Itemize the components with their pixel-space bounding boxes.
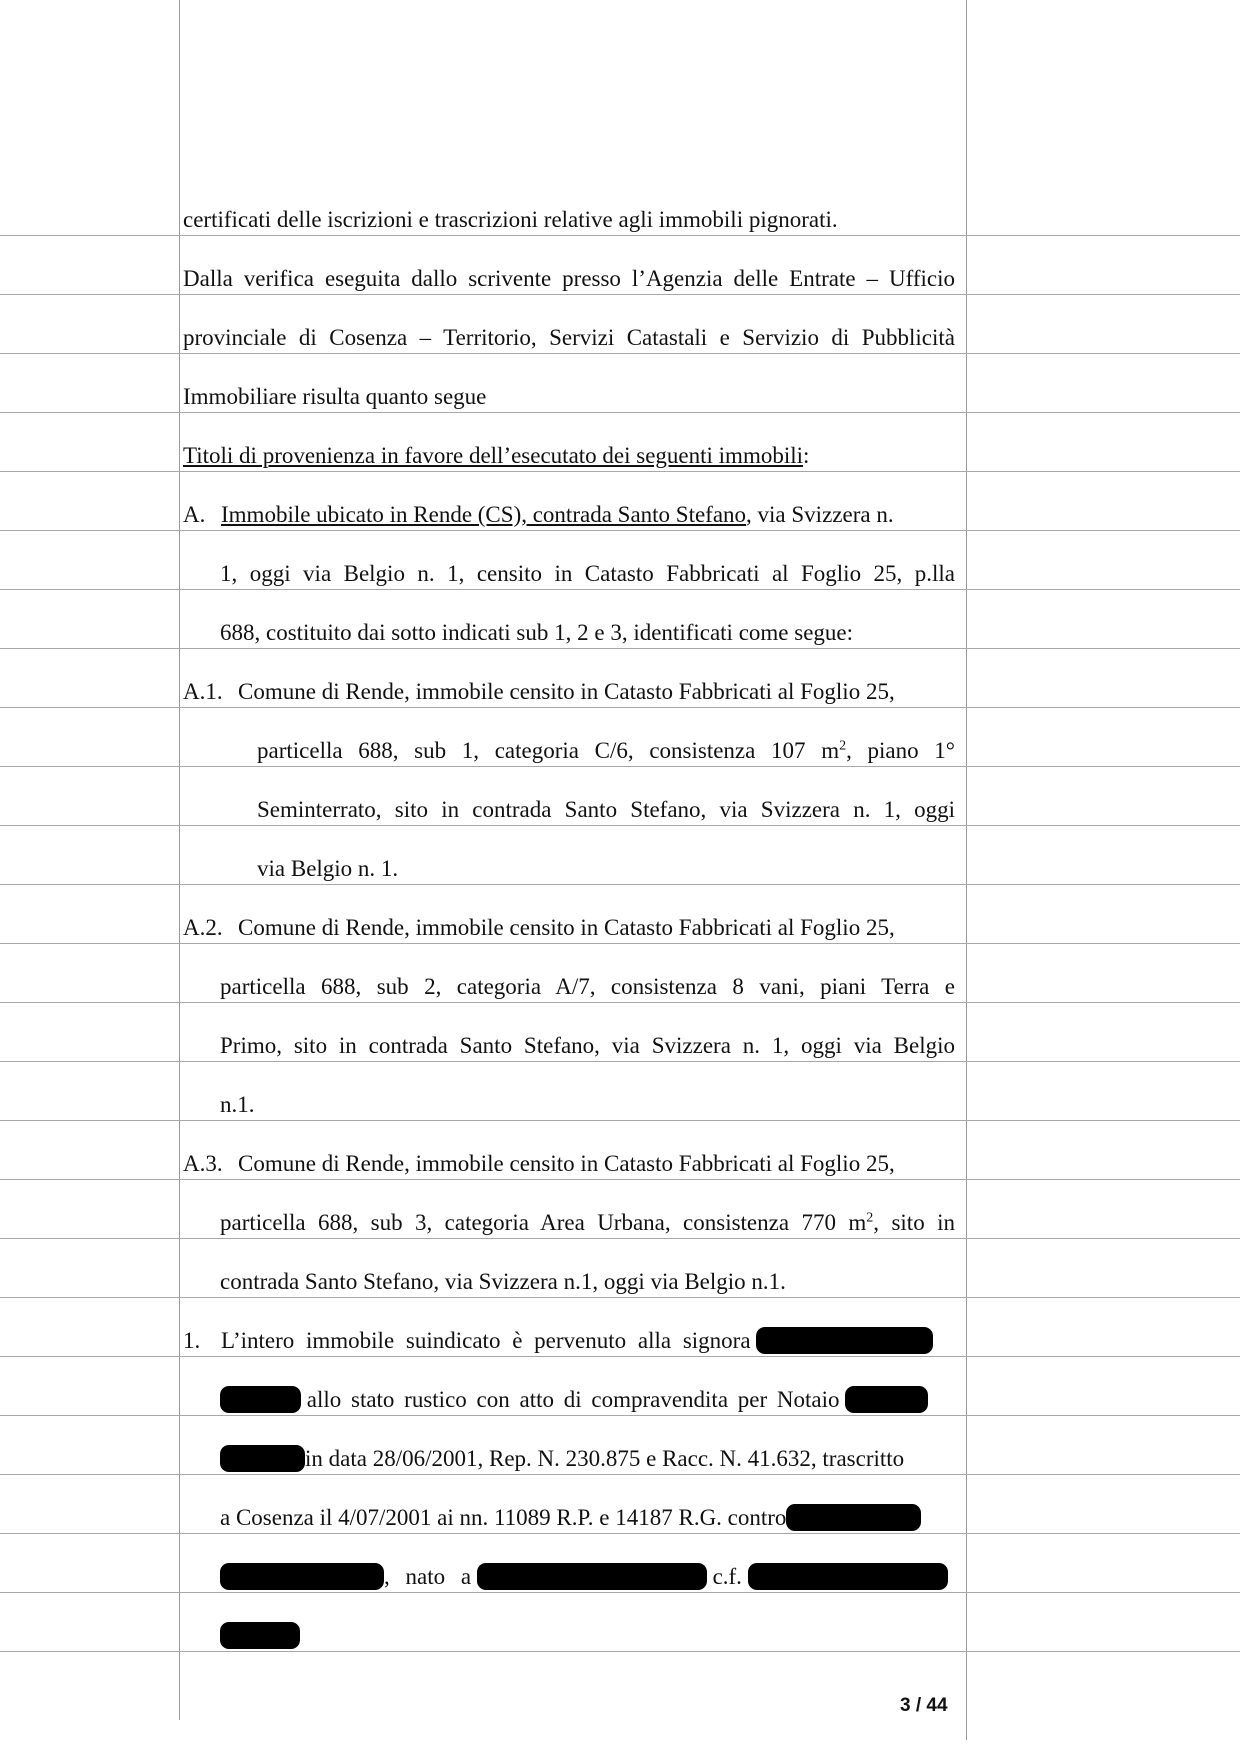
redaction-bar [220, 1622, 300, 1649]
text-line: particella 688, sub 1, categoria C/6, consistenza 107 $m^2$, piano 1° [257, 738, 955, 763]
text-line: Primo, sito in contrada Santo Stefano, via Svizzera n. 1, oggi via Belgio [220, 1033, 955, 1058]
text-line: provinciale di Cosenza – Territorio, Servizi Catastali e Servizio di Pubblicità [183, 325, 955, 350]
text-line: n.1. [220, 1092, 255, 1117]
section-heading: Titoli di provenienza in favore dell’esecutato dei seguenti immobili: [183, 443, 810, 468]
text-line: allo stato rustico con atto di compravendita per Notaio [220, 1383, 965, 1417]
redaction-bar [756, 1327, 933, 1354]
list-item-a: A. Immobile ubicato in Rende (CS), contrada Santo Stefano, via Svizzera n. [183, 502, 894, 527]
redaction-bar [220, 1386, 301, 1413]
text-line: particella 688, sub 2, categoria A/7, consistenza 8 vani, piani Terra e [220, 974, 955, 999]
text-line: in data 28/06/2001, Rep. N. 230.875 e Racc. N. 41.632, trascritto [220, 1442, 955, 1476]
text-line: certificati delle iscrizioni e trascrizioni relative agli immobili pignorati. [183, 207, 838, 232]
text-line: a Cosenza il 4/07/2001 ai nn. 11089 R.P. e 14187 R.G. contro [220, 1501, 955, 1535]
text-line: Immobiliare risulta quanto segue [183, 384, 487, 409]
text-line: contrada Santo Stefano, via Svizzera n.1, oggi via Belgio n.1. [220, 1269, 786, 1294]
text-line: , nato a c.f. [220, 1560, 955, 1594]
text-line: particella 688, sub 3, categoria Area Urbana, consistenza 770 $m^2$, sito in [220, 1210, 955, 1235]
text-line: Seminterrato, sito in contrada Santo Stefano, via Svizzera n. 1, oggi [257, 797, 955, 822]
redaction-bar [220, 1445, 305, 1472]
right-margin-rule [966, 0, 967, 1740]
text-line [220, 1619, 955, 1653]
list-item-1: 1. L’intero immobile suindicato è pervenuto alla signora [183, 1324, 963, 1358]
redaction-bar [477, 1563, 707, 1590]
list-item-a1: A.1. Comune di Rende, immobile censito in Catasto Fabbricati al Foglio 25, [183, 679, 895, 704]
text-line: 1, oggi via Belgio n. 1, censito in Catasto Fabbricati al Foglio 25, p.lla [220, 561, 955, 586]
list-item-a2: A.2. Comune di Rende, immobile censito in Catasto Fabbricati al Foglio 25, [183, 915, 895, 940]
page-number: 3 / 44 [900, 1695, 948, 1716]
text-line: 688, costituito dai sotto indicati sub 1, 2 e 3, identificati come segue: [220, 620, 854, 645]
text-line: Dalla verifica eseguita dallo scrivente presso l’Agenzia delle Entrate – Ufficio [183, 266, 955, 291]
redaction-bar [748, 1563, 948, 1590]
redaction-bar [786, 1504, 921, 1531]
left-margin-rule [179, 0, 180, 1720]
list-item-a3: A.3. Comune di Rende, immobile censito in Catasto Fabbricati al Foglio 25, [183, 1151, 895, 1176]
text-line: via Belgio n. 1. [257, 856, 399, 881]
redaction-bar [220, 1563, 384, 1590]
redaction-bar [845, 1386, 928, 1413]
